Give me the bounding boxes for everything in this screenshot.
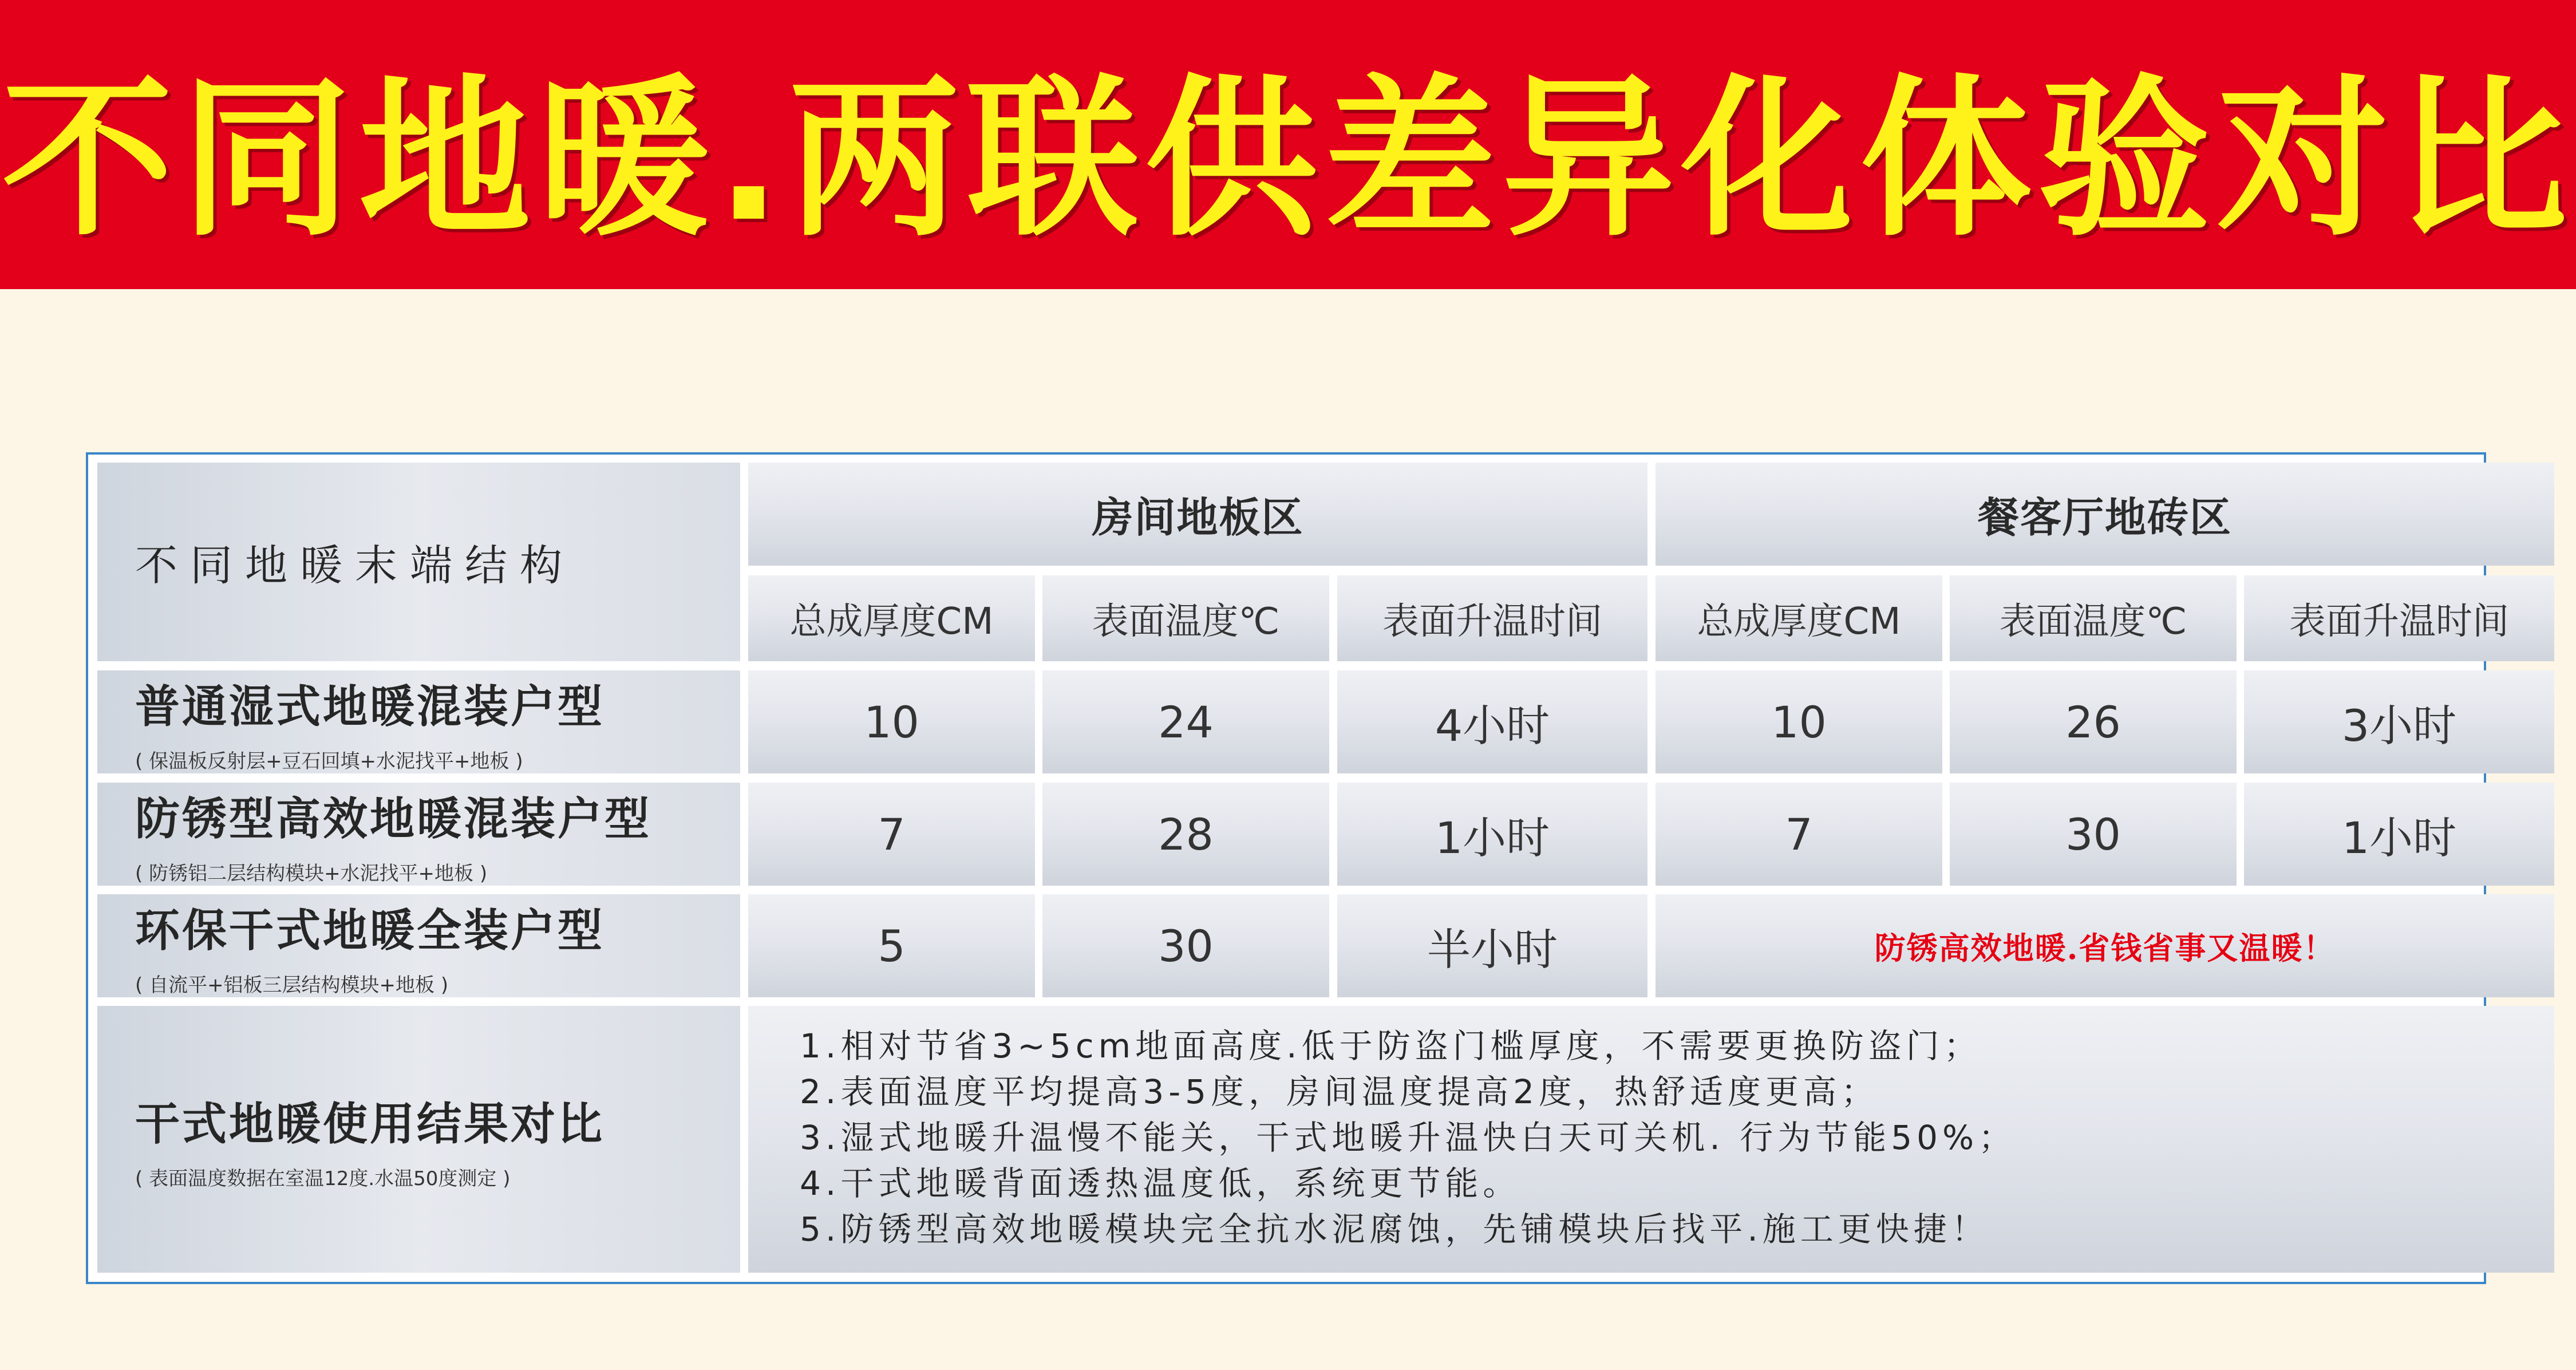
summary-label [97, 1006, 740, 1273]
subheader-thickness: 总成厚度CM [1656, 575, 1942, 661]
comparison-table [86, 452, 2509, 1284]
zone-header-room: 房间地板区 [748, 463, 1647, 566]
row-title: 防锈型高效地暖混装户型 [135, 793, 652, 845]
subheader-heatup-time: 表面升温时间 [1337, 575, 1647, 661]
table-cell: 10 [748, 670, 1035, 773]
table-cell: 半小时 [1337, 894, 1647, 997]
table-cell: 7 [748, 783, 1035, 886]
table-cell: 30 [1950, 783, 2237, 886]
zone-header-dining: 餐客厅地砖区 [1656, 463, 2554, 566]
summary-subtitle: ( 表面温度数据在室温12度.水温50度测定 ) [135, 1167, 511, 1190]
row-label-dry-floor-heating [97, 894, 740, 997]
corner-label: 不同地暖末端结构 [97, 463, 740, 661]
list-item: 2.表面温度平均提高3-5度，房间温度提高2度，热舒适度更高； [800, 1072, 1879, 1111]
row-subtitle: ( 保温板反射层+豆石回填+水泥找平+地板 ) [135, 749, 523, 773]
list-item: 1.相对节省3~5cm地面高度.低于防盗门槛厚度，不需要更换防盗门； [800, 1026, 1982, 1065]
slogan-cell: 防锈高效地暖.省钱省事又温暖！ [1656, 894, 2554, 997]
summary-points [748, 1006, 2554, 1273]
subheader-thickness: 总成厚度CM [748, 575, 1035, 661]
subheader-temperature: 表面温度℃ [1950, 575, 2237, 661]
page-title: 不同地暖.两联供差异化体验对比 [2, 60, 2574, 259]
table-cell: 3小时 [2244, 670, 2554, 773]
subheader-heatup-time: 表面升温时间 [2244, 575, 2554, 661]
table-cell: 1小时 [1337, 783, 1647, 886]
subheader-temperature: 表面温度℃ [1042, 575, 1329, 661]
row-title: 环保干式地暖全装户型 [135, 905, 605, 957]
table-cell: 30 [1042, 894, 1329, 997]
row-label-rustproof-floor-heating [97, 783, 740, 886]
title-banner [0, 0, 2576, 289]
list-item: 3.湿式地暖升温慢不能关，干式地暖升温快白天可关机. 行为节能50%； [800, 1118, 2017, 1157]
row-label-wet-floor-heating [97, 670, 740, 773]
summary-title: 干式地暖使用结果对比 [135, 1098, 605, 1150]
table-cell: 26 [1950, 670, 2237, 773]
list-item: 5.防锈型高效地暖模块完全抗水泥腐蚀，先铺模块后找平.施工更快捷！ [800, 1210, 1989, 1249]
row-subtitle: ( 自流平+铝板三层结构模块+地板 ) [135, 973, 449, 997]
row-subtitle: ( 防锈铝二层结构模块+水泥找平+地板 ) [135, 862, 488, 885]
row-title: 普通湿式地暖混装户型 [135, 681, 605, 733]
table-cell: 10 [1656, 670, 1942, 773]
table-cell: 24 [1042, 670, 1329, 773]
table-cell: 4小时 [1337, 670, 1647, 773]
list-item: 4.干式地暖背面透热温度低，系统更节能。 [800, 1164, 1521, 1203]
table-cell: 5 [748, 894, 1035, 997]
table-cell: 28 [1042, 783, 1329, 886]
table-cell: 7 [1656, 783, 1942, 886]
table-cell: 1小时 [2244, 783, 2554, 886]
